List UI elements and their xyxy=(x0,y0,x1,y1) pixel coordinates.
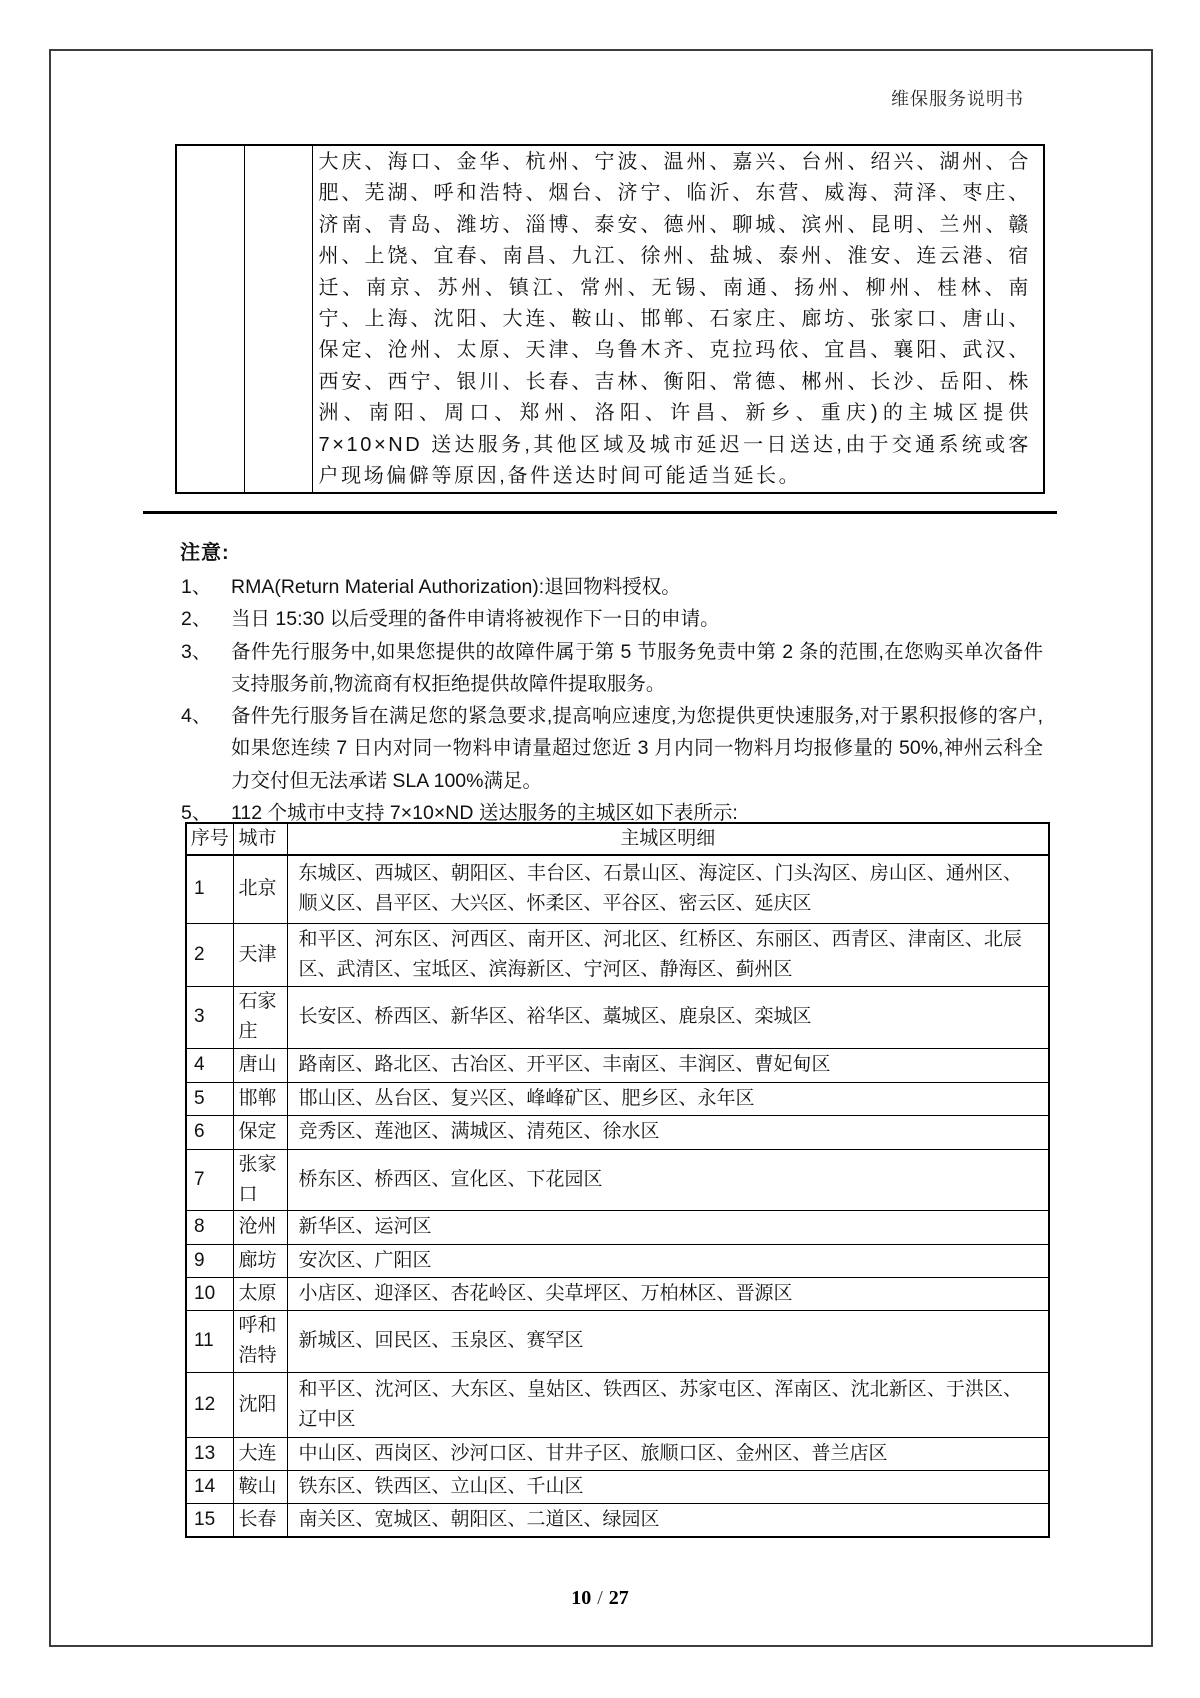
table-row xyxy=(186,1244,1049,1277)
row-index-cell: 7 xyxy=(186,1149,233,1210)
row-index-cell: 13 xyxy=(186,1437,233,1470)
row-index-cell: 5 xyxy=(186,1082,233,1115)
notice-heading: 注意: xyxy=(180,542,230,564)
notice-list xyxy=(181,571,1043,829)
table-row xyxy=(186,1437,1049,1470)
row-city-cell: 天津 xyxy=(233,923,287,986)
table-row xyxy=(186,855,1049,923)
notice-item-number: 3、 xyxy=(181,640,212,663)
city-table-header-no: 序号 xyxy=(186,823,233,855)
notice-item xyxy=(181,603,1043,635)
row-districts-cell: 长安区、桥西区、新华区、裕华区、藁城区、鹿泉区、栾城区 xyxy=(287,986,1049,1048)
row-index-cell: 12 xyxy=(186,1372,233,1437)
continuation-table-row xyxy=(176,145,1044,493)
table-row xyxy=(186,1372,1049,1437)
notice-item-text: 112 个城市中支持 7×10×ND 送达服务的主城区如下表所示: xyxy=(231,802,738,825)
row-city-cell: 廊坊 xyxy=(233,1244,287,1277)
table-row xyxy=(186,1310,1049,1372)
table-row xyxy=(186,1115,1049,1149)
row-districts-cell: 新城区、回民区、玉泉区、赛罕区 xyxy=(287,1310,1049,1372)
city-table-header-row xyxy=(186,823,1049,855)
row-index-cell: 3 xyxy=(186,986,233,1048)
row-index-cell: 14 xyxy=(186,1470,233,1503)
notice-item-text: RMA(Return Material Authorization):退回物料授权。 xyxy=(231,576,681,598)
row-districts-cell: 桥东区、桥西区、宣化区、下花园区 xyxy=(287,1149,1049,1210)
row-city-cell: 邯郸 xyxy=(233,1082,287,1115)
city-table-header-districts: 主城区明细 xyxy=(287,823,1049,855)
continuation-table xyxy=(175,144,1045,494)
row-districts-cell: 铁东区、铁西区、立山区、千山区 xyxy=(287,1470,1049,1503)
table-row xyxy=(186,923,1049,986)
row-index-cell: 6 xyxy=(186,1115,233,1149)
notice-item xyxy=(181,636,1043,701)
row-city-cell: 大连 xyxy=(233,1437,287,1470)
notice-item-number: 2、 xyxy=(181,608,212,631)
city-table-header-city: 城市 xyxy=(233,823,287,855)
section-divider-rule xyxy=(143,511,1057,514)
table-row xyxy=(186,1470,1049,1503)
row-districts-cell: 安次区、广阳区 xyxy=(287,1244,1049,1277)
table-row xyxy=(186,1048,1049,1082)
row-city-cell: 沧州 xyxy=(233,1210,287,1244)
page-number-total: 27 xyxy=(608,1587,629,1609)
row-city-cell: 唐山 xyxy=(233,1048,287,1082)
notice-item-text: 备件先行服务中,如果您提供的故障件属于第 5 节服务免责中第 2 条的范围,在您购买单次备件支持服务前,物流商有权拒绝提供故障件提取服务。 xyxy=(231,640,1043,695)
notice-item-number: 5、 xyxy=(181,802,212,825)
notice-item-text: 备件先行服务旨在满足您的紧急要求,提高响应速度,为您提供更快速服务,对于累积报修的客户,如果您连续 7 日内对同一物料申请量超过您近 3 月内同一物料月均报修量的 50%,神州云科全力交付但无法承诺 SLA 100%满足。 xyxy=(231,705,1043,792)
notice-item-text: 当日 15:30 以后受理的备件申请将被视作下一日的申请。 xyxy=(231,608,720,631)
row-city-cell: 石家庄 xyxy=(233,986,287,1048)
row-index-cell: 2 xyxy=(186,923,233,986)
table-row xyxy=(186,1277,1049,1310)
table-row xyxy=(186,1503,1049,1537)
row-city-cell: 张家口 xyxy=(233,1149,287,1210)
row-index-cell: 1 xyxy=(186,855,233,923)
row-districts-cell: 邯山区、丛台区、复兴区、峰峰矿区、肥乡区、永年区 xyxy=(287,1082,1049,1115)
page-number-current: 10 xyxy=(571,1587,592,1609)
row-city-cell: 太原 xyxy=(233,1277,287,1310)
row-districts-cell: 新华区、运河区 xyxy=(287,1210,1049,1244)
row-index-cell: 10 xyxy=(186,1277,233,1310)
row-districts-cell: 和平区、河东区、河西区、南开区、河北区、红桥区、东丽区、西青区、津南区、北辰区、武清区、宝坻区、滨海新区、宁河区、静海区、蓟州区 xyxy=(287,923,1049,986)
row-districts-cell: 路南区、路北区、古冶区、开平区、丰南区、丰润区、曹妃甸区 xyxy=(287,1048,1049,1082)
notice-item-number: 1、 xyxy=(181,576,212,598)
row-districts-cell: 小店区、迎泽区、杏花岭区、尖草坪区、万柏林区、晋源区 xyxy=(287,1277,1049,1310)
table-row xyxy=(186,1082,1049,1115)
row-index-cell: 4 xyxy=(186,1048,233,1082)
continuation-col1-cell xyxy=(176,145,244,493)
row-index-cell: 15 xyxy=(186,1503,233,1537)
table-row xyxy=(186,986,1049,1048)
notice-item-number: 4、 xyxy=(181,705,212,728)
row-districts-cell: 东城区、西城区、朝阳区、丰台区、石景山区、海淀区、门头沟区、房山区、通州区、顺义区、昌平区、大兴区、怀柔区、平谷区、密云区、延庆区 xyxy=(287,855,1049,923)
row-city-cell: 长春 xyxy=(233,1503,287,1537)
table-row xyxy=(186,1210,1049,1244)
row-city-cell: 北京 xyxy=(233,855,287,923)
city-table xyxy=(185,822,1050,1538)
page-header-title: 维保服务说明书 xyxy=(891,89,1024,109)
row-districts-cell: 和平区、沈河区、大东区、皇姑区、铁西区、苏家屯区、浑南区、沈北新区、于洪区、辽中区 xyxy=(287,1372,1049,1437)
page-number-separator: / xyxy=(597,1587,603,1609)
row-city-cell: 沈阳 xyxy=(233,1372,287,1437)
row-index-cell: 11 xyxy=(186,1310,233,1372)
row-city-cell: 呼和浩特 xyxy=(233,1310,287,1372)
row-city-cell: 鞍山 xyxy=(233,1470,287,1503)
row-districts-cell: 南关区、宽城区、朝阳区、二道区、绿园区 xyxy=(287,1503,1049,1537)
table-row xyxy=(186,1149,1049,1210)
notice-item xyxy=(181,571,1043,603)
row-city-cell: 保定 xyxy=(233,1115,287,1149)
notice-item xyxy=(181,700,1043,797)
row-districts-cell: 竞秀区、莲池区、满城区、清苑区、徐水区 xyxy=(287,1115,1049,1149)
row-index-cell: 8 xyxy=(186,1210,233,1244)
row-districts-cell: 中山区、西岗区、沙河口区、甘井子区、旅顺口区、金州区、普兰店区 xyxy=(287,1437,1049,1470)
continuation-city-list-cell: 大庆、海口、金华、杭州、宁波、温州、嘉兴、台州、绍兴、湖州、合肥、芜湖、呼和浩特、烟台、济宁、临沂、东营、威海、菏泽、枣庄、济南、青岛、潍坊、淄博、泰安、德州、聊城、滨州、昆明、兰州、赣州、上饶、宜春、南昌、九江、徐州、盐城、泰州、淮安、连云港、宿迁、南京、苏州、镇江、常州、无锡、南通、扬州、柳州、桂林、南宁、上海、沈阳、大连、鞍山、邯郸、石家庄、廊坊、张家口、唐山、保定、沧州、太原、天津、乌鲁木齐、克拉玛依、宜昌、襄阳、武汉、西安、西宁、银川、长春、吉林、衡阳、常德、郴州、长沙、岳阳、株洲、南阳、周口、郑州、洛阳、许昌、新乡、重庆)的主城区提供 7×10×ND 送达服务,其他区域及城市延迟一日送达,由于交通系统或客户现场偏僻等原因,备件送达时间可能适当延长。 xyxy=(312,145,1044,493)
continuation-col2-cell xyxy=(244,145,312,493)
row-index-cell: 9 xyxy=(186,1244,233,1277)
page-number xyxy=(0,1587,1200,1610)
